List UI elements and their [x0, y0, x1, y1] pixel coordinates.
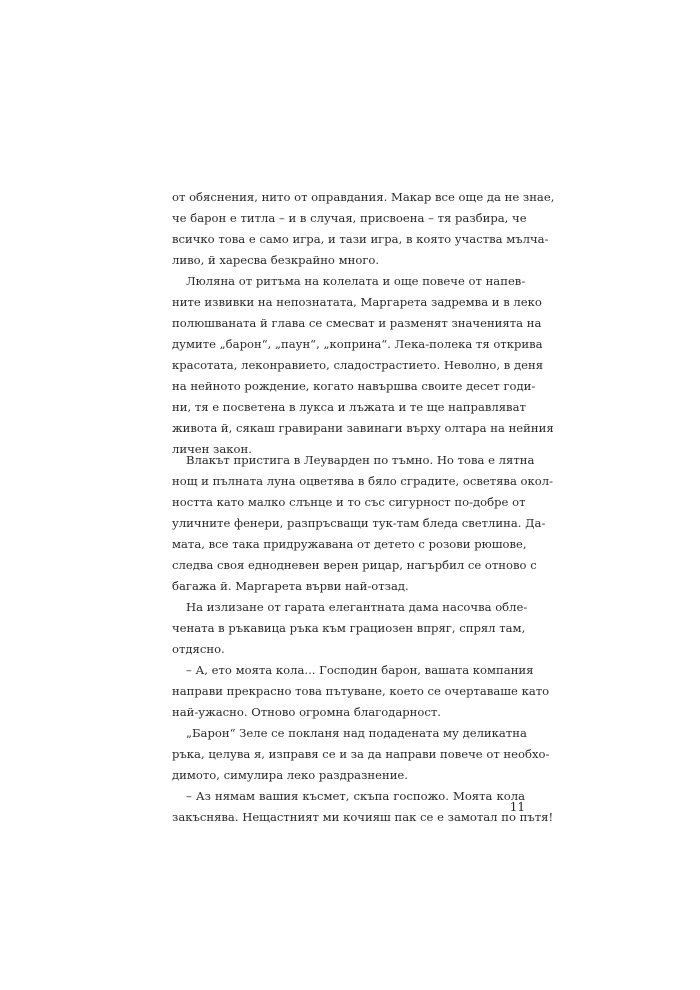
paragraph-6 [172, 723, 550, 786]
text-line: отдясно. [172, 642, 225, 656]
paragraph-5 [172, 660, 550, 723]
text-line: мата, все така придружавана от детето с розови рюшове, [172, 537, 527, 551]
text-line: чената в ръкавица ръка към грациозен впряг, спрял там, [172, 621, 526, 635]
text-line: личен закон. [172, 442, 252, 456]
text-line: ните извивки на непознатата, Маргарета задремва и в леко [172, 295, 542, 309]
page-number: 11 [509, 800, 525, 814]
text-line: на нейното рождение, когато навършва своите десет годи- [172, 379, 536, 393]
text-line: нощ и пълната луна оцветява в бяло сградите, осветява окол- [172, 474, 554, 488]
text-line: всичко това е само игра, и тази игра, в която участва мълча- [172, 232, 549, 246]
text-line: На излизане от гарата елегантната дама насочва обле- [186, 600, 528, 614]
text-line: Влакът пристига в Леуварден по тъмно. Но това е лятна [186, 453, 535, 467]
paragraph-4 [172, 597, 528, 660]
text-line: ността като малко слънце и то със сигурност по-добре от [172, 495, 526, 509]
text-line: ръка, целува я, изправя се и за да направи повече от необхо- [172, 747, 550, 761]
text-line: че барон е титла – и в случая, присвоена – тя разбира, че [172, 211, 527, 225]
text-line: красотата, леконравието, сладострастието. Неволно, в деня [172, 358, 544, 372]
text-line: най-ужасно. Отново огромна благодарност. [172, 705, 441, 719]
text-line: от обяснения, нито от оправдания. Макар все още да не знае, [172, 190, 555, 204]
text-line: димото, симулира леко раздразнение. [172, 768, 408, 782]
text-line: направи прекрасно това пътуване, което се очертаваше като [172, 684, 550, 698]
paragraph-1 [172, 187, 555, 271]
text-section-2 [172, 450, 554, 828]
text-line: „Барон“ Зеле се покланя над подадената му деликатна [186, 726, 527, 740]
text-line: живота й, сякаш гравирани завинаги върху олтара на нейния [172, 421, 554, 435]
text-line: ни, тя е посветена в лукса и лъжата и те ще направляват [172, 400, 526, 414]
text-line: Люляна от ритъма на колелата и още повече от напев- [186, 274, 526, 288]
text-line: уличните фенери, разпръсващи тук-там бледа светлина. Да- [172, 516, 546, 530]
paragraph-3 [172, 450, 554, 597]
text-line: ливо, й харесва безкрайно много. [172, 253, 380, 267]
text-line: – А, ето моята кола... Господин барон, вашата компания [186, 663, 534, 677]
text-line: – Аз нямам вашия късмет, скъпа госпожо. Моята кола [186, 789, 525, 803]
text-line: закъснява. Нещастният ми кочияш пак се е замотал по пътя! [172, 810, 554, 824]
text-line: следва своя еднодневен верен рицар, нагърбил се отново с [172, 558, 537, 572]
text-line: полюшваната й глава се смесват и разменят значенията на [172, 316, 542, 330]
text-line: думите „барон“, „паун“, „коприна“. Лека-полека тя открива [172, 337, 543, 351]
text-line: багажа й. Маргарета върви най-отзад. [172, 579, 409, 593]
